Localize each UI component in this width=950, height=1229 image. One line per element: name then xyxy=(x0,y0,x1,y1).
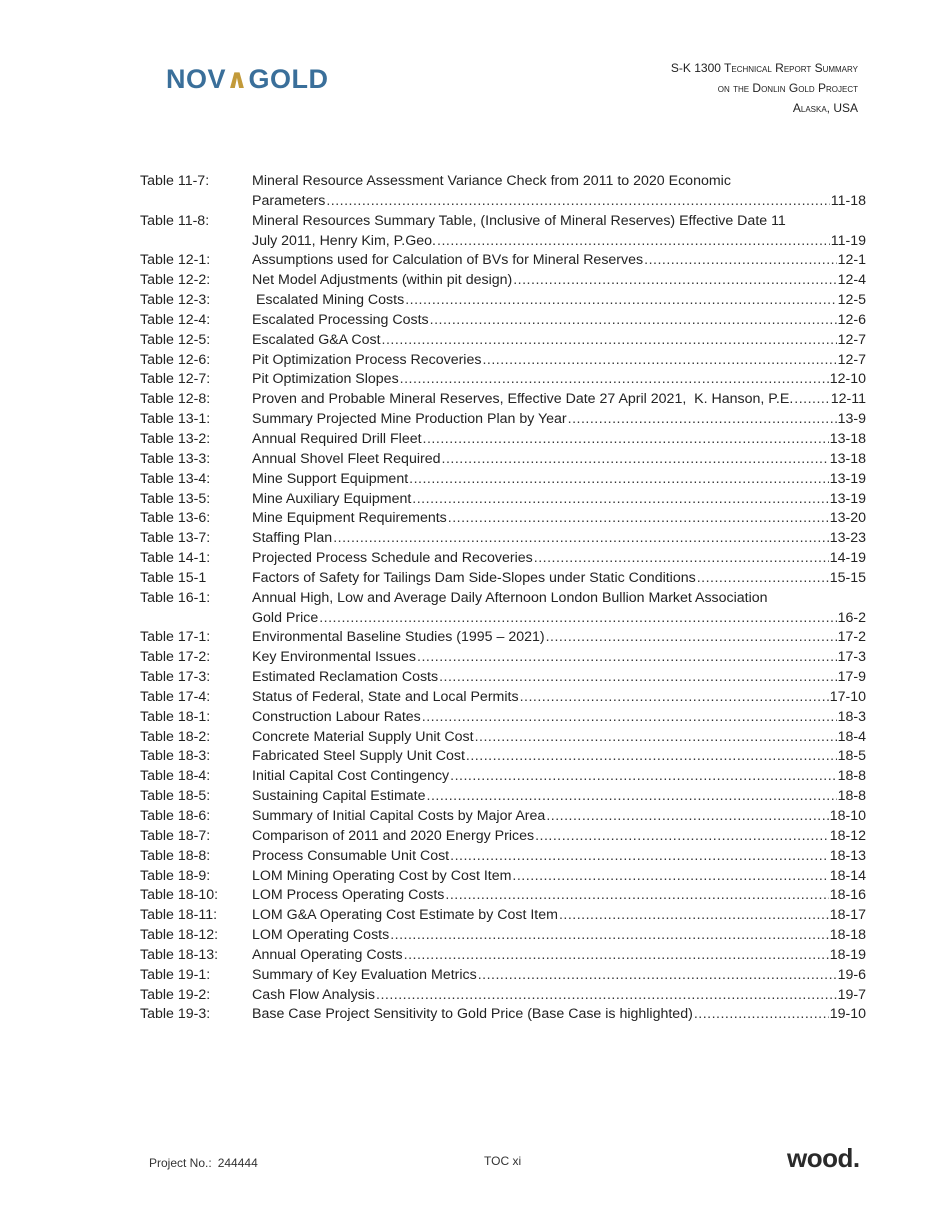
toc-entry-number: Table 12-2: xyxy=(140,272,211,289)
toc-entry-number: Table 19-3: xyxy=(140,1006,211,1023)
toc-entry-title: Construction Labour Rates xyxy=(252,708,421,725)
dot-leader xyxy=(794,390,829,410)
dot-leader xyxy=(450,847,829,867)
toc-entry-number: Table 18-5: xyxy=(140,788,211,805)
dot-leader xyxy=(442,450,829,470)
dot-leader xyxy=(390,926,829,946)
toc-entry-title: LOM Mining Operating Cost by Cost Item xyxy=(252,867,512,884)
toc-entry-number: Table 13-2: xyxy=(140,430,211,447)
toc-entry[interactable] xyxy=(140,747,866,767)
toc-entry-title: Cash Flow Analysis xyxy=(252,986,376,1003)
toc-entry-title: Environmental Baseline Studies (1995 – 2021) xyxy=(252,629,545,646)
toc-entry[interactable] xyxy=(140,886,866,906)
toc-entry-number: Table 18-8: xyxy=(140,847,211,864)
report-title-line: Alaska, USA xyxy=(792,101,858,115)
toc-entry[interactable] xyxy=(140,331,866,351)
toc-entry[interactable] xyxy=(140,410,866,430)
toc-page-number: 16-2 xyxy=(837,609,866,626)
toc-entry-number: Table 17-4: xyxy=(140,688,211,705)
wood-logo: wood. xyxy=(787,1143,860,1173)
toc-entry-number: Table 18-7: xyxy=(140,827,211,844)
toc-entry-title: Mine Equipment Requirements xyxy=(252,510,447,527)
dot-leader xyxy=(535,827,829,847)
toc-entry-title: Parameters xyxy=(252,192,326,209)
toc-entry-number: Table 18-13: xyxy=(140,946,219,963)
page-label: TOC xi xyxy=(484,1154,522,1168)
toc-page-number: 15-15 xyxy=(829,569,866,586)
dot-leader xyxy=(376,986,837,1006)
toc-entry[interactable] xyxy=(140,569,866,589)
dot-leader xyxy=(333,529,829,549)
toc-page-number: 12-11 xyxy=(830,391,866,408)
toc-entry-title: Estimated Reclamation Costs xyxy=(252,669,439,686)
dot-leader xyxy=(445,886,828,906)
toc-entry[interactable] xyxy=(140,628,866,648)
toc-entry[interactable] xyxy=(140,827,866,847)
toc-entry-number: Table 12-1: xyxy=(140,252,211,269)
toc-entry-title: Annual Required Drill Fleet xyxy=(252,430,422,447)
toc-entry-title: Key Environmental Issues xyxy=(252,649,417,666)
toc-entry[interactable] xyxy=(140,450,866,470)
dot-leader xyxy=(319,609,836,629)
toc-entry-number: Table 18-2: xyxy=(140,728,211,745)
dot-leader xyxy=(478,966,837,986)
toc-entry-title: Projected Process Schedule and Recoveries xyxy=(252,550,533,567)
project-value: 244444 xyxy=(217,1156,258,1170)
toc-entry-number: Table 13-6: xyxy=(140,510,211,527)
toc-entry[interactable] xyxy=(140,767,866,787)
toc-page-number: 12-7 xyxy=(837,331,866,348)
toc-entry[interactable] xyxy=(140,867,866,887)
toc-entry[interactable] xyxy=(140,787,866,807)
toc-entry-title: Sustaining Capital Estimate xyxy=(252,788,426,805)
toc-entry-number: Table 18-12: xyxy=(140,927,219,944)
toc-page-number: 14-19 xyxy=(829,550,866,567)
toc-entry[interactable] xyxy=(140,688,866,708)
toc-page-number: 17-3 xyxy=(837,649,866,666)
dot-leader xyxy=(520,688,829,708)
toc-entry-number: Table 13-5: xyxy=(140,490,211,507)
toc-entry-title: Mineral Resource Assessment Variance Check from 2011 to 2020 Economic xyxy=(252,173,731,189)
dot-leader xyxy=(430,311,837,331)
toc-page-number: 11-19 xyxy=(830,232,866,249)
report-title-line: S-K 1300 Technical Report Summary xyxy=(670,61,858,75)
dot-leader xyxy=(568,410,837,430)
toc-entry-number: Table 19-1: xyxy=(140,966,211,983)
toc-entry[interactable] xyxy=(140,966,866,986)
toc-entry[interactable] xyxy=(140,311,866,331)
toc-entry-title: Status of Federal, State and Local Permits xyxy=(252,688,519,705)
toc-entry-title: Staffing Plan xyxy=(252,530,333,547)
toc-entry-number: Table 13-1: xyxy=(140,411,211,428)
toc-entry-title: Proven and Probable Mineral Reserves, Effective Date 27 April 2021, K. Hanson, P.E. xyxy=(252,391,794,408)
toc-page-number: 18-3 xyxy=(837,708,866,725)
toc-entry-title: Assumptions used for Calculation of BVs for Mineral Reserves xyxy=(252,252,644,269)
toc-entry-number: Table 12-6: xyxy=(140,351,211,368)
dot-leader xyxy=(404,946,829,966)
toc-entry-number: Table 12-3: xyxy=(140,292,211,309)
toc-entry-number: Table 15-1 xyxy=(140,569,207,586)
toc-page-number: 12-1 xyxy=(837,252,866,269)
dot-leader xyxy=(427,787,837,807)
project-number xyxy=(149,1156,258,1170)
toc-entry-number: Table 18-1: xyxy=(140,708,211,725)
toc-entry[interactable] xyxy=(140,490,866,510)
toc-entry-title: Mineral Resources Summary Table, (Inclusive of Mineral Reserves) Effective Date 11 xyxy=(252,212,786,229)
toc-page-number: 12-4 xyxy=(837,272,866,289)
toc-entry-number: Table 18-6: xyxy=(140,808,211,824)
toc-entry-title: LOM G&A Operating Cost Estimate by Cost Item xyxy=(252,907,558,924)
dot-leader xyxy=(382,331,837,351)
toc-entry-title: Annual High, Low and Average Daily Afternoon London Bullion Market Association xyxy=(252,589,768,606)
toc-entry[interactable] xyxy=(140,986,866,1006)
toc-page-number: 13-19 xyxy=(829,470,866,487)
toc-entry-title: Summary Projected Mine Production Plan by Year xyxy=(252,411,567,428)
toc-entry[interactable] xyxy=(140,351,866,371)
toc-entry-number: Table 13-3: xyxy=(140,450,211,467)
toc-entry-title: Concrete Material Supply Unit Cost xyxy=(252,728,474,745)
dot-leader xyxy=(422,708,837,728)
report-title-line: on the Donlin Gold Project xyxy=(717,81,858,95)
toc-entry[interactable] xyxy=(140,847,866,867)
toc-entry-number: Table 12-8: xyxy=(140,391,211,408)
toc-page-number: 18-17 xyxy=(829,907,866,924)
dot-leader xyxy=(405,291,836,311)
dot-leader xyxy=(439,668,837,688)
toc-entry[interactable] xyxy=(140,708,866,728)
dot-leader xyxy=(559,906,829,926)
toc-page-number: 17-9 xyxy=(837,669,866,686)
toc-entry[interactable] xyxy=(140,648,866,668)
toc-page-number: 13-9 xyxy=(837,411,866,428)
toc-page-number: 18-16 xyxy=(829,887,866,904)
toc-page-number: 18-12 xyxy=(829,827,866,844)
toc-entry[interactable] xyxy=(140,430,866,450)
toc-entry-title: Mine Auxiliary Equipment xyxy=(252,490,412,507)
dot-leader xyxy=(513,271,836,291)
toc-entry-title: Annual Operating Costs xyxy=(252,946,403,963)
toc-page-number: 13-18 xyxy=(829,430,866,447)
toc-entry[interactable] xyxy=(140,212,866,252)
dot-leader xyxy=(644,251,836,271)
toc-page-number: 18-5 xyxy=(837,748,866,765)
dot-leader xyxy=(409,470,829,490)
toc-entry[interactable] xyxy=(140,529,866,549)
toc-page-number: 17-2 xyxy=(837,629,866,646)
toc-entry-title: Fabricated Steel Supply Unit Cost xyxy=(252,748,465,765)
toc-entry-title: Comparison of 2011 and 2020 Energy Prices xyxy=(252,827,535,844)
toc-entry[interactable] xyxy=(140,549,866,569)
dot-leader xyxy=(423,430,829,450)
toc-entry-title: LOM Operating Costs xyxy=(252,927,390,944)
toc-entry[interactable] xyxy=(140,470,866,490)
toc-entry[interactable] xyxy=(140,251,866,271)
toc-entry-number: Table 13-4: xyxy=(140,470,211,487)
toc-entry-number: Table 18-10: xyxy=(140,887,219,904)
dot-leader xyxy=(482,351,836,371)
toc-page-number: 18-10 xyxy=(829,808,866,824)
toc-entry-number: Table 13-7: xyxy=(140,530,211,547)
toc-entry-title: Pit Optimization Process Recoveries xyxy=(252,351,482,368)
novagold-logo: NOV∧GOLD xyxy=(166,64,329,94)
toc-entry-title: Net Model Adjustments (within pit design) xyxy=(252,272,513,289)
toc-entry[interactable] xyxy=(140,906,866,926)
toc-entry-number: Table 17-1: xyxy=(140,629,211,646)
toc-entry-title: Gold Price xyxy=(252,609,319,626)
dot-leader xyxy=(417,648,837,668)
toc-entry-number: Table 14-1: xyxy=(140,550,211,567)
toc-page-number: 12-10 xyxy=(829,371,866,388)
toc-entry-number: Table 11-7: xyxy=(140,173,210,189)
toc-page-number: 13-23 xyxy=(829,530,866,547)
toc-page-number: 18-13 xyxy=(829,847,866,864)
toc-entry[interactable] xyxy=(140,390,866,410)
toc-entry-title: Pit Optimization Slopes xyxy=(252,371,399,388)
dot-leader xyxy=(694,1005,829,1025)
dot-leader xyxy=(546,807,828,827)
toc-page-number: 13-19 xyxy=(829,490,866,507)
toc-entry-title: Escalated Processing Costs xyxy=(252,311,429,328)
toc-entry-title: Base Case Project Sensitivity to Gold Price (Base Case is highlighted) xyxy=(252,1006,693,1023)
toc-page-number: 12-7 xyxy=(837,351,866,368)
toc-entry-number: Table 12-4: xyxy=(140,311,211,328)
toc-page-number: 13-18 xyxy=(829,450,866,467)
toc-entry[interactable] xyxy=(140,509,866,529)
toc-page-number: 17-10 xyxy=(829,688,866,705)
toc-page-number: 18-8 xyxy=(837,768,866,785)
toc-entry-number: Table 17-3: xyxy=(140,669,211,686)
report-header xyxy=(671,58,858,118)
toc-entry[interactable] xyxy=(140,668,866,688)
toc-entry[interactable] xyxy=(140,589,866,629)
toc-entry-number: Table 12-5: xyxy=(140,331,211,348)
toc-page-number: 12-6 xyxy=(837,311,866,328)
toc-entry-number: Table 18-3: xyxy=(140,748,211,765)
dot-leader xyxy=(475,728,837,748)
toc-entry-title: LOM Process Operating Costs xyxy=(252,887,445,904)
dot-leader xyxy=(412,490,828,510)
toc-page-number: 19-6 xyxy=(837,966,866,983)
toc-entry-title: Summary of Key Evaluation Metrics xyxy=(252,966,477,983)
toc-entry-number: Table 11-8: xyxy=(140,212,210,229)
toc-entry[interactable] xyxy=(140,271,866,291)
dot-leader xyxy=(400,370,829,390)
toc-entry[interactable] xyxy=(140,172,866,212)
toc-page-number: 19-7 xyxy=(837,986,866,1003)
toc-entry[interactable] xyxy=(140,807,866,827)
toc-entry[interactable] xyxy=(140,728,866,748)
toc-entry-title: Summary of Initial Capital Costs by Major Area xyxy=(252,808,546,824)
toc-page-number: 13-20 xyxy=(829,510,866,527)
toc-entry-title: Mine Support Equipment xyxy=(252,470,409,487)
dot-leader xyxy=(512,867,828,887)
project-label: Project No.: xyxy=(149,1156,212,1170)
toc-entry-title: Escalated G&A Cost xyxy=(252,331,381,348)
dot-leader xyxy=(534,549,829,569)
dot-leader xyxy=(450,767,836,787)
toc-entry-number: Table 19-2: xyxy=(140,986,211,1003)
toc-entry-title: Process Consumable Unit Cost xyxy=(252,847,450,864)
toc-entry-title: Annual Shovel Fleet Required xyxy=(252,450,441,467)
toc-entry-number: Table 18-9: xyxy=(140,867,211,884)
toc-entry[interactable] xyxy=(140,926,866,946)
toc-entry-number: Table 12-7: xyxy=(140,371,211,388)
dot-leader xyxy=(448,509,829,529)
toc-entry-number: Table 18-11: xyxy=(140,907,218,924)
toc-entry-number: Table 16-1: xyxy=(140,589,211,606)
toc-page-number: 18-14 xyxy=(829,867,866,884)
toc-entry-title: Initial Capital Cost Contingency xyxy=(252,768,450,785)
toc-entry-number: Table 17-2: xyxy=(140,649,211,666)
toc-entry-number: Table 18-4: xyxy=(140,768,211,785)
toc-entry-title: Factors of Safety for Tailings Dam Side-Slopes under Static Conditions xyxy=(252,569,696,586)
dot-leader xyxy=(326,192,829,212)
toc-page-number: 18-18 xyxy=(829,927,866,944)
dot-leader xyxy=(437,232,830,252)
toc-entry-title: Escalated Mining Costs xyxy=(252,292,405,309)
toc-page-number: 19-10 xyxy=(829,1006,866,1023)
toc-entry-title: July 2011, Henry Kim, P.Geo. xyxy=(252,232,436,249)
toc-page-number: 18-4 xyxy=(837,728,866,745)
toc-entry[interactable] xyxy=(140,291,866,311)
toc-entry[interactable] xyxy=(140,946,866,966)
toc-page-number: 11-18 xyxy=(830,192,866,209)
toc-page-number: 18-19 xyxy=(829,946,866,963)
dot-leader xyxy=(466,747,837,767)
toc-page-number: 18-8 xyxy=(837,788,866,805)
toc-entry[interactable] xyxy=(140,370,866,390)
toc-entry[interactable] xyxy=(140,1005,866,1025)
toc-page-number: 12-5 xyxy=(837,292,866,309)
dot-leader xyxy=(546,628,837,648)
dot-leader xyxy=(697,569,829,589)
table-of-contents xyxy=(140,172,866,1025)
